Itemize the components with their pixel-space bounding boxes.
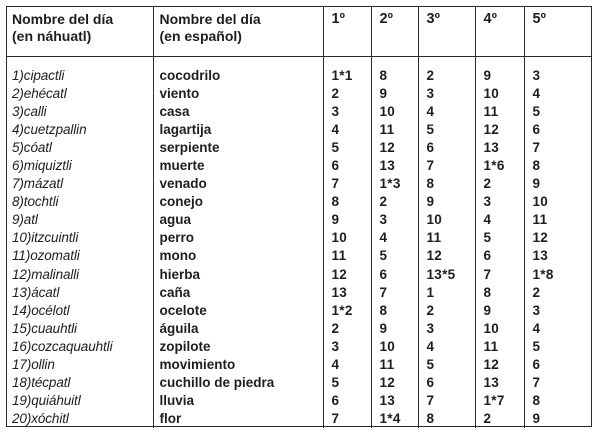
value-cell-col-4: 6 — [475, 247, 524, 265]
value-cell-col-2: 3 — [371, 211, 418, 229]
header-espanol-line-1: Nombre del día — [159, 11, 261, 27]
value-cell-col-5: 8 — [524, 157, 592, 175]
value-cell-col-5: 4 — [524, 85, 592, 103]
table-row — [6, 139, 592, 157]
value-cell-col-5: 5 — [524, 103, 592, 121]
value-cell-col-5: 3 — [524, 302, 592, 320]
value-cell-col-4: 11 — [475, 103, 524, 121]
value-cell-col-1: 1*1 — [323, 56, 371, 85]
value-cell-col-4: 9 — [475, 302, 524, 320]
header-col-3: 3º — [418, 6, 475, 56]
value-cell-col-2: 1*3 — [371, 175, 418, 193]
value-cell-col-5: 6 — [524, 356, 592, 374]
nahuatl-name-cell: 6)miquiztli — [12, 158, 72, 174]
value-cell-col-2: 12 — [371, 139, 418, 157]
value-cell-col-3: 2 — [418, 302, 475, 320]
value-cell-col-4: 4 — [475, 211, 524, 229]
espanol-name-cell: serpiente — [153, 139, 323, 157]
value-cell-col-2: 13 — [371, 157, 418, 175]
value-cell-col-3: 11 — [418, 229, 475, 247]
espanol-name-cell: lluvia — [153, 392, 323, 410]
value-cell-col-1: 10 — [323, 229, 371, 247]
nahuatl-name-cell: 18)técpatl — [12, 375, 71, 391]
value-cell-col-1: 3 — [323, 103, 371, 121]
value-cell-col-1: 12 — [323, 266, 371, 284]
espanol-name-cell: cocodrilo — [153, 56, 323, 85]
table-row — [6, 56, 592, 85]
header-nahuatl-line-2: (en náhuatl) — [12, 28, 92, 44]
header-row — [6, 6, 592, 56]
table-row — [6, 157, 592, 175]
value-cell-col-5: 12 — [524, 229, 592, 247]
value-cell-col-5: 7 — [524, 139, 592, 157]
nahuatl-name-cell: 8)tochtli — [12, 194, 59, 210]
table-row — [6, 374, 592, 392]
nahuatl-name-cell: 14)océlotl — [12, 302, 70, 318]
value-cell-col-4: 10 — [475, 320, 524, 338]
espanol-name-cell: caña — [153, 284, 323, 302]
value-cell-col-5: 1*8 — [524, 266, 592, 284]
value-cell-col-4: 13 — [475, 139, 524, 157]
value-cell-col-4: 12 — [475, 121, 524, 139]
value-cell-col-2: 2 — [371, 193, 418, 211]
header-col-2: 2º — [371, 6, 418, 56]
table-row — [6, 85, 592, 103]
nahuatl-name-cell: 9)atl — [12, 212, 38, 228]
espanol-name-cell: mono — [153, 247, 323, 265]
espanol-name-cell: zopilote — [153, 338, 323, 356]
nahuatl-name-cell: 11)ozomatli — [12, 248, 80, 264]
value-cell-col-3: 1 — [418, 284, 475, 302]
value-cell-col-5: 9 — [524, 175, 592, 193]
table-row — [6, 356, 592, 374]
value-cell-col-1: 5 — [323, 374, 371, 392]
value-cell-col-3: 2 — [418, 56, 475, 85]
value-cell-col-2: 9 — [371, 85, 418, 103]
value-cell-col-5: 3 — [524, 56, 592, 85]
table-row — [6, 175, 592, 193]
nahuatl-name-cell: 10)itzcuintli — [12, 230, 79, 246]
value-cell-col-4: 8 — [475, 284, 524, 302]
value-cell-col-2: 10 — [371, 103, 418, 121]
value-cell-col-5: 8 — [524, 392, 592, 410]
value-cell-col-1: 6 — [323, 392, 371, 410]
value-cell-col-5: 10 — [524, 193, 592, 211]
value-cell-col-3: 4 — [418, 103, 475, 121]
nahuatl-calendar-table — [6, 6, 592, 428]
value-cell-col-1: 2 — [323, 320, 371, 338]
espanol-name-cell: águila — [153, 320, 323, 338]
espanol-name-cell: ocelote — [153, 302, 323, 320]
value-cell-col-4: 11 — [475, 338, 524, 356]
value-cell-col-4: 12 — [475, 356, 524, 374]
nahuatl-name-cell: 7)mázatl — [12, 176, 63, 192]
value-cell-col-3: 3 — [418, 85, 475, 103]
value-cell-col-5: 11 — [524, 211, 592, 229]
table-row — [6, 121, 592, 139]
nahuatl-name-cell: 3)calli — [12, 103, 47, 119]
espanol-name-cell: viento — [153, 85, 323, 103]
table-row — [6, 193, 592, 211]
header-nahuatl — [6, 6, 153, 56]
value-cell-col-1: 7 — [323, 410, 371, 428]
table-row — [6, 284, 592, 302]
header-col-4: 4º — [475, 6, 524, 56]
value-cell-col-3: 3 — [418, 320, 475, 338]
table-row — [6, 229, 592, 247]
table-row — [6, 338, 592, 356]
espanol-name-cell: muerte — [153, 157, 323, 175]
value-cell-col-3: 6 — [418, 139, 475, 157]
value-cell-col-1: 2 — [323, 85, 371, 103]
espanol-name-cell: venado — [153, 175, 323, 193]
table-row — [6, 266, 592, 284]
value-cell-col-1: 3 — [323, 338, 371, 356]
value-cell-col-4: 1*6 — [475, 157, 524, 175]
value-cell-col-3: 4 — [418, 338, 475, 356]
value-cell-col-2: 8 — [371, 302, 418, 320]
value-cell-col-3: 7 — [418, 157, 475, 175]
value-cell-col-1: 4 — [323, 121, 371, 139]
value-cell-col-2: 10 — [371, 338, 418, 356]
value-cell-col-4: 1*7 — [475, 392, 524, 410]
value-cell-col-4: 5 — [475, 229, 524, 247]
value-cell-col-5: 2 — [524, 284, 592, 302]
value-cell-col-2: 11 — [371, 121, 418, 139]
value-cell-col-4: 2 — [475, 175, 524, 193]
espanol-name-cell: flor — [153, 410, 323, 428]
nahuatl-name-cell: 2)ehécatl — [12, 85, 67, 101]
value-cell-col-3: 6 — [418, 374, 475, 392]
value-cell-col-2: 7 — [371, 284, 418, 302]
nahuatl-name-cell: 12)malinalli — [12, 266, 80, 282]
value-cell-col-4: 13 — [475, 374, 524, 392]
value-cell-col-3: 10 — [418, 211, 475, 229]
value-cell-col-1: 6 — [323, 157, 371, 175]
value-cell-col-5: 6 — [524, 121, 592, 139]
header-col-1: 1º — [323, 6, 371, 56]
value-cell-col-2: 8 — [371, 56, 418, 85]
table-body — [6, 56, 592, 428]
espanol-name-cell: agua — [153, 211, 323, 229]
value-cell-col-3: 8 — [418, 175, 475, 193]
value-cell-col-2: 11 — [371, 356, 418, 374]
value-cell-col-4: 10 — [475, 85, 524, 103]
value-cell-col-2: 1*4 — [371, 410, 418, 428]
value-cell-col-3: 5 — [418, 356, 475, 374]
value-cell-col-4: 7 — [475, 266, 524, 284]
header-espanol-line-2: (en español) — [159, 28, 242, 44]
value-cell-col-1: 9 — [323, 211, 371, 229]
value-cell-col-1: 8 — [323, 193, 371, 211]
nahuatl-name-cell: 16)cozcaquauhtli — [12, 338, 113, 354]
value-cell-col-2: 5 — [371, 247, 418, 265]
value-cell-col-5: 4 — [524, 320, 592, 338]
value-cell-col-5: 13 — [524, 247, 592, 265]
nahuatl-name-cell: 13)ácatl — [12, 284, 60, 300]
header-espanol — [153, 6, 323, 56]
value-cell-col-4: 3 — [475, 193, 524, 211]
table-row — [6, 392, 592, 410]
value-cell-col-5: 7 — [524, 374, 592, 392]
nahuatl-name-cell: 1)cipactli — [12, 67, 65, 83]
value-cell-col-1: 13 — [323, 284, 371, 302]
value-cell-col-1: 1*2 — [323, 302, 371, 320]
header-col-5: 5º — [524, 6, 592, 56]
nahuatl-name-cell: 5)cóatl — [12, 139, 52, 155]
espanol-name-cell: lagartija — [153, 121, 323, 139]
table-row — [6, 410, 592, 428]
nahuatl-name-cell: 19)quiáhuitl — [12, 393, 81, 409]
value-cell-col-4: 9 — [475, 56, 524, 85]
espanol-name-cell: cuchillo de piedra — [153, 374, 323, 392]
value-cell-col-3: 13*5 — [418, 266, 475, 284]
value-cell-col-5: 9 — [524, 410, 592, 428]
table-row — [6, 302, 592, 320]
nahuatl-name-cell: 4)cuetzpallin — [12, 121, 87, 137]
espanol-name-cell: conejo — [153, 193, 323, 211]
value-cell-col-1: 11 — [323, 247, 371, 265]
nahuatl-name-cell: 20)xóchitl — [12, 411, 69, 427]
value-cell-col-2: 6 — [371, 266, 418, 284]
espanol-name-cell: casa — [153, 103, 323, 121]
value-cell-col-3: 12 — [418, 247, 475, 265]
header-nahuatl-line-1: Nombre del día — [12, 11, 114, 27]
value-cell-col-1: 4 — [323, 356, 371, 374]
value-cell-col-4: 2 — [475, 410, 524, 428]
value-cell-col-2: 13 — [371, 392, 418, 410]
value-cell-col-3: 8 — [418, 410, 475, 428]
value-cell-col-2: 12 — [371, 374, 418, 392]
table-row — [6, 211, 592, 229]
value-cell-col-1: 7 — [323, 175, 371, 193]
value-cell-col-2: 9 — [371, 320, 418, 338]
value-cell-col-2: 4 — [371, 229, 418, 247]
value-cell-col-3: 9 — [418, 193, 475, 211]
espanol-name-cell: hierba — [153, 266, 323, 284]
value-cell-col-3: 5 — [418, 121, 475, 139]
nahuatl-name-cell: 17)ollin — [12, 357, 55, 373]
nahuatl-name-cell: 15)cuauhtli — [12, 320, 77, 336]
espanol-name-cell: movimiento — [153, 356, 323, 374]
value-cell-col-1: 5 — [323, 139, 371, 157]
table-row — [6, 320, 592, 338]
espanol-name-cell: perro — [153, 229, 323, 247]
value-cell-col-3: 7 — [418, 392, 475, 410]
table-row — [6, 247, 592, 265]
value-cell-col-5: 5 — [524, 338, 592, 356]
table-row — [6, 103, 592, 121]
